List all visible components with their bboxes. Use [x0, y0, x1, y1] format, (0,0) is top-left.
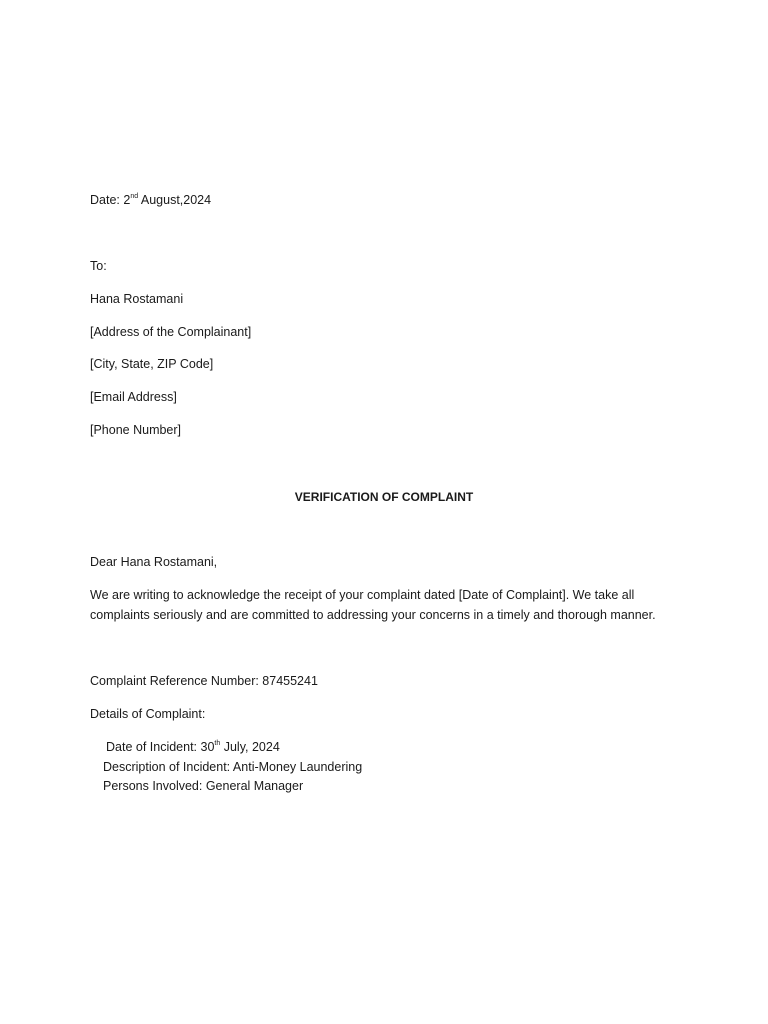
- recipient-phone: [Phone Number]: [90, 423, 182, 437]
- detail-incident-date: [106, 739, 280, 755]
- date-ordinal-suffix: nd: [130, 192, 139, 200]
- detail-persons-involved: Persons Involved: General Manager: [103, 779, 304, 793]
- recipient-name: Hana Rostamani: [90, 292, 184, 306]
- letter-heading: VERIFICATION OF COMPLAINT: [294, 490, 474, 504]
- incident-date-rest: July, 2024: [220, 740, 280, 754]
- body-line-1: We are writing to acknowledge the receipt of your complaint dated [Date of Complaint]. We take all: [90, 588, 635, 602]
- recipient-address: [Address of the Complainant]: [90, 325, 252, 339]
- recipient-city-state-zip: [City, State, ZIP Code]: [90, 357, 214, 371]
- to-label: To:: [90, 259, 107, 273]
- recipient-email: [Email Address]: [90, 390, 177, 404]
- details-label: Details of Complaint:: [90, 707, 206, 721]
- complaint-reference: Complaint Reference Number: 87455241: [90, 674, 318, 688]
- detail-incident-description: Description of Incident: Anti-Money Laundering: [103, 760, 363, 774]
- incident-date-ordinal-suffix: th: [214, 739, 221, 747]
- date-rest: August,2024: [138, 193, 212, 207]
- incident-date-prefix: Date of Incident: 30: [106, 740, 215, 754]
- date-label: Date: 2: [90, 193, 131, 207]
- salutation: Dear Hana Rostamani,: [90, 555, 218, 569]
- body-line-2: complaints seriously and are committed to addressing your concerns in a timely and thorough manner.: [90, 608, 656, 622]
- letter-date: [90, 192, 211, 208]
